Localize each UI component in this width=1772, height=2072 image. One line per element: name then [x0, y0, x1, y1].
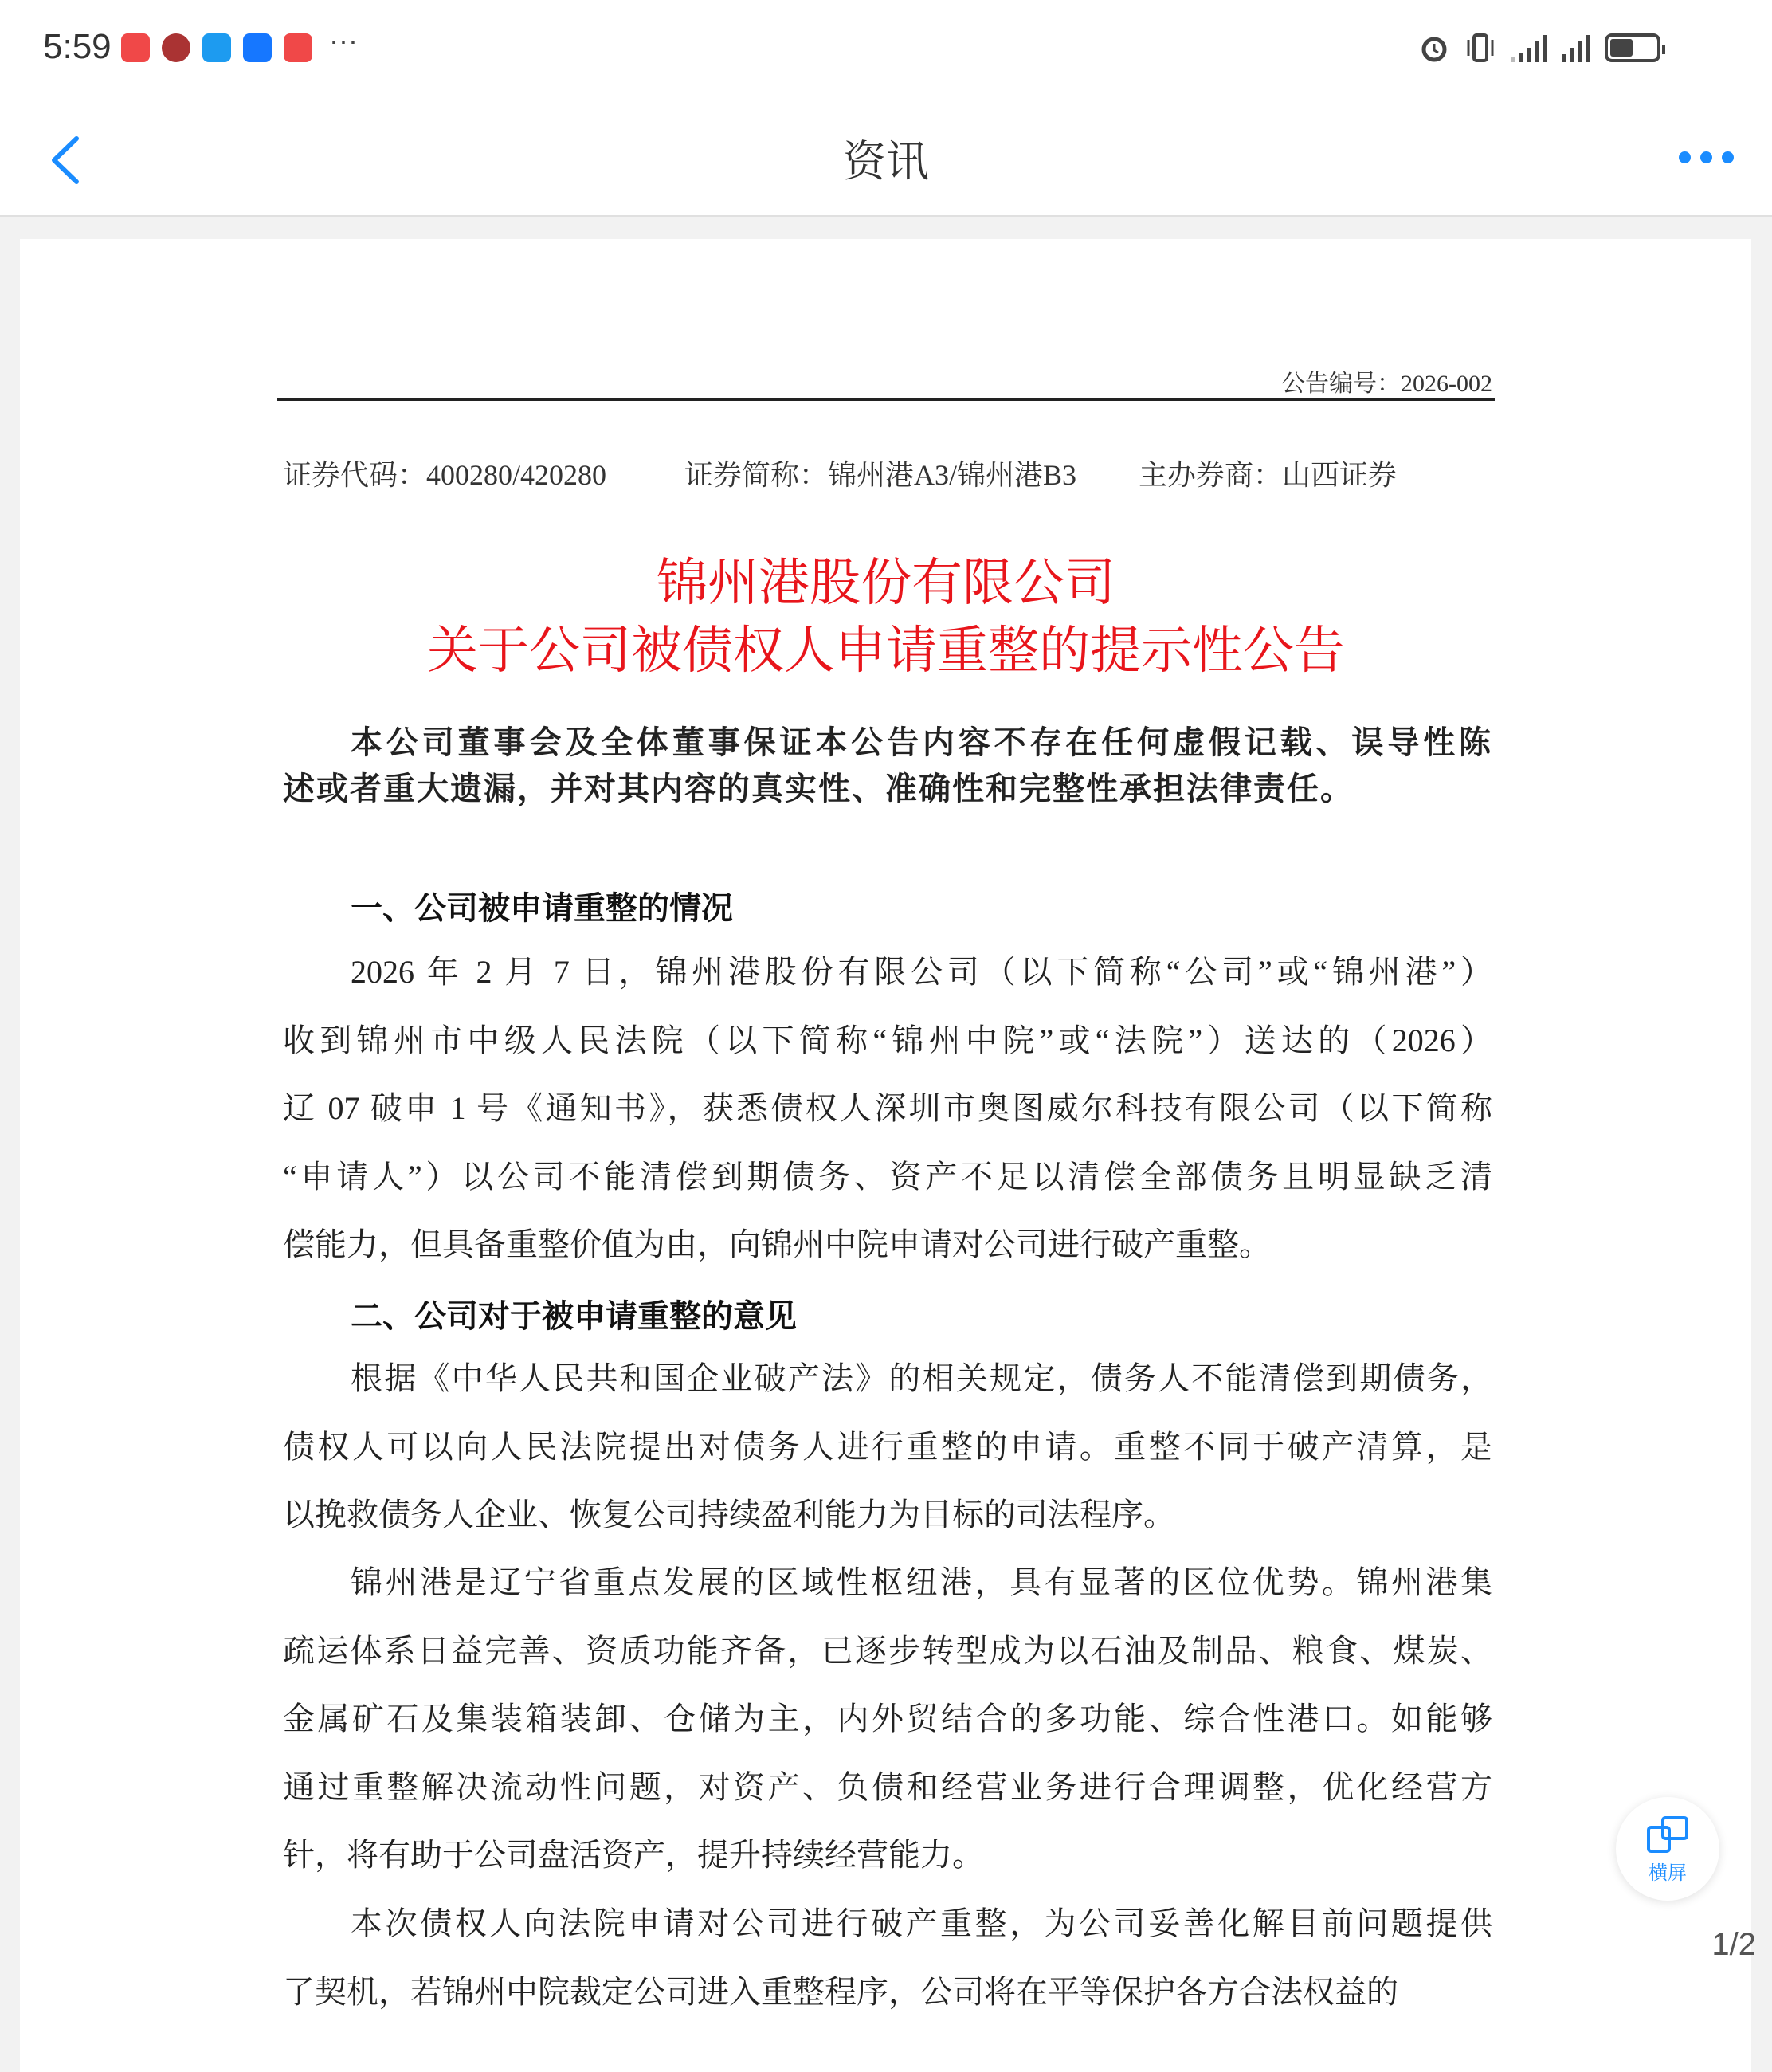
paragraph-line: 债权人可以向人民法院提出对债务人进行重整的申请。重整不同于破产清算，是 — [283, 1428, 1492, 1465]
music-icon — [284, 33, 312, 62]
clock: 5:59 — [43, 27, 112, 66]
paragraph-line: 以挽救债务人企业、恢复公司持续盈利能力为目标的司法程序。 — [283, 1497, 1175, 1532]
paragraph-line: 金属矿石及集装箱装卸、仓储为主，内外贸结合的多功能、综合性港口。如能够 — [283, 1701, 1492, 1736]
nav-bar — [0, 104, 1772, 217]
securities-info — [283, 453, 1492, 493]
battery-icon — [1605, 33, 1660, 62]
section-heading: 二、公司对于被申请重整的意见 — [351, 1298, 797, 1335]
paragraph-line: 锦州港是辽宁省重点发展的区域性枢纽港，具有显著的区位优势。锦州港集 — [351, 1564, 1492, 1600]
page-indicator: 1/2 — [1711, 1927, 1756, 1962]
paragraph-line: 针，将有助于公司盘活资产，提升持续经营能力。 — [283, 1837, 984, 1873]
system-icons — [1418, 32, 1660, 64]
paragraph-line: 本次债权人向法院申请对公司进行破产重整，为公司妥善化解目前问题提供 — [351, 1905, 1492, 1941]
paragraph-line: 收到锦州市中级人民法院（以下简称“锦州中院”或“法院”）送达的（2026） — [283, 1022, 1492, 1058]
message-icon — [202, 33, 231, 62]
paragraph-line: 根据《中华人民共和国企业破产法》的相关规定，债务人不能清偿到期债务， — [351, 1360, 1492, 1396]
doc-title-line-1: 锦州港股份有限公司 — [657, 554, 1115, 613]
paragraph-line: 疏运体系日益完善、资质功能齐备，已逐步转型成为以石油及制品、粮食、煤炭、 — [283, 1632, 1492, 1669]
paragraph-line: 通过重整解决流动性问题，对资产、负债和经营业务进行合理调整，优化经营方 — [283, 1768, 1492, 1805]
statement-line: 本公司董事会及全体董事保证本公告内容不存在任何虚假记载、误导性陈 — [351, 724, 1492, 760]
paragraph-line: 偿能力，但具备重整价值为由，向锦州中院申请对公司进行破产重整。 — [283, 1226, 1271, 1262]
header-rule — [277, 398, 1495, 401]
paragraph-line: “申请人”）以公司不能清偿到期债务、资产不足以清偿全部债务且明显缺乏清 — [283, 1158, 1492, 1195]
more-options-button[interactable] — [1679, 151, 1734, 163]
more-notifications: ··· — [329, 24, 358, 57]
rotate-screen-icon — [1645, 1813, 1690, 1854]
page-title: 资讯 — [843, 136, 929, 186]
avatar-icon — [162, 33, 190, 62]
alipay-icon — [243, 33, 272, 62]
signal-icon-2 — [1562, 33, 1590, 62]
signal-icon — [1511, 33, 1547, 62]
notification-icons — [121, 24, 358, 62]
security-code: 证券代码：400280/420280 — [283, 459, 607, 491]
paragraph-line: 2026 年 2 月 7 日，锦州港股份有限公司（以下简称“公司”或“锦州港”） — [351, 954, 1492, 990]
landscape-label: 横屏 — [1649, 1862, 1687, 1884]
doc-title-line-2: 关于公司被债权人申请重整的提示性公告 — [427, 622, 1345, 681]
vibrate-icon — [1464, 32, 1496, 64]
paragraph-line: 了契机，若锦州中院裁定公司进入重整程序，公司将在平等保护各方合法权益的 — [283, 1973, 1398, 2010]
status-bar — [0, 0, 1772, 104]
paragraph-line: 辽 07 破申 1 号《通知书》，获悉债权人深圳市奥图威尔科技有限公司（以下简称 — [283, 1090, 1492, 1126]
section-heading: 一、公司被申请重整的情况 — [351, 890, 733, 927]
sponsor-broker: 主办券商：山西证券 — [1139, 459, 1398, 491]
statement-line: 述或者重大遗漏，并对其内容的真实性、准确性和完整性承担法律责任。 — [283, 771, 1354, 806]
landscape-button[interactable] — [1616, 1797, 1719, 1901]
alarm-icon — [1418, 32, 1450, 64]
security-name: 证券简称：锦州港A3/锦州港B3 — [684, 459, 1077, 491]
huawei-store-icon — [121, 33, 150, 62]
announcement-number: 公告编号：2026-002 — [1281, 371, 1492, 397]
